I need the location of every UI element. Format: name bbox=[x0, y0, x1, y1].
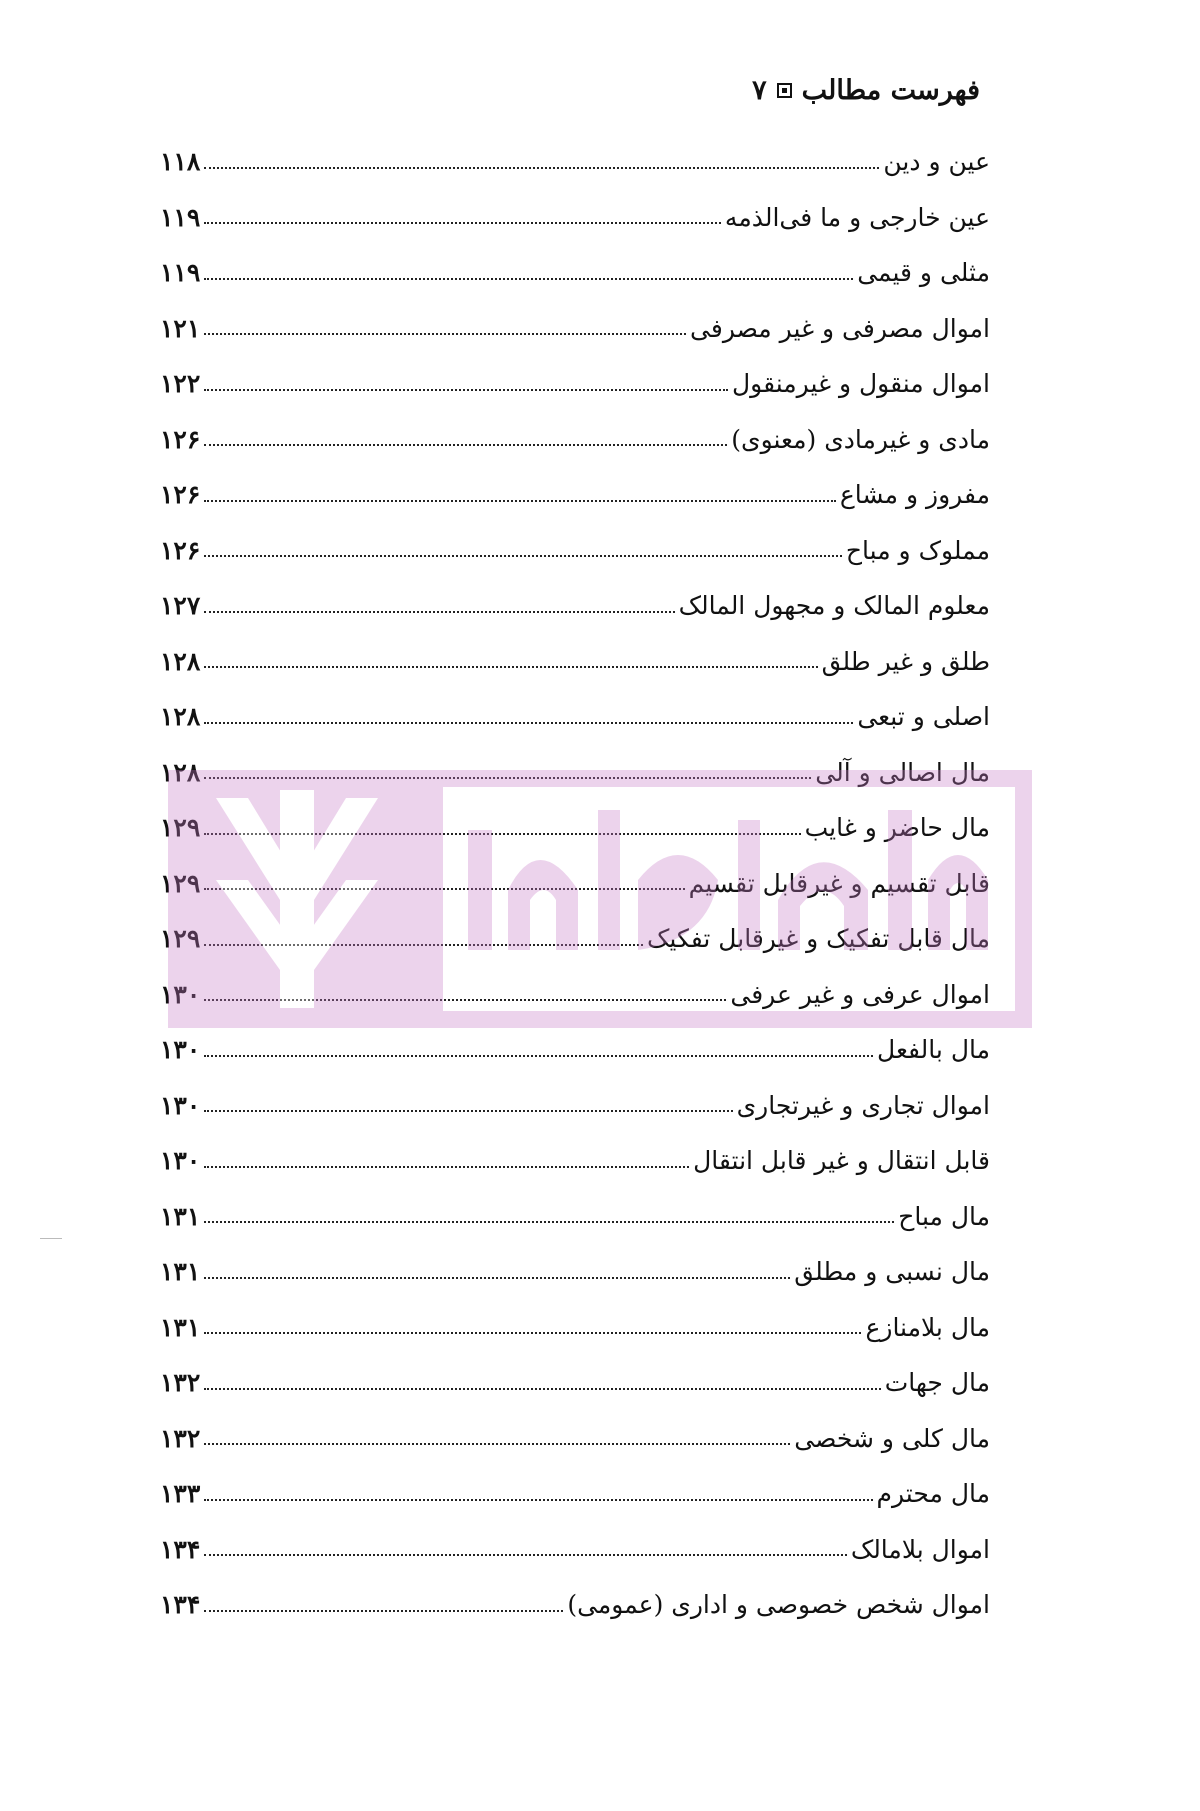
toc-entry-page: ۱۲۶ bbox=[160, 424, 201, 454]
toc-entry[interactable] bbox=[160, 1189, 990, 1245]
toc-entry[interactable] bbox=[160, 1466, 990, 1522]
dot-leader bbox=[204, 1110, 732, 1112]
toc-entry[interactable] bbox=[160, 1355, 990, 1411]
toc-entry-title: مادی و غیرمادی (معنوی) bbox=[731, 424, 990, 454]
toc-entry-title: مال بالفعل bbox=[877, 1035, 990, 1065]
dot-leader bbox=[204, 1499, 872, 1501]
toc-entry-page: ۱۳۰ bbox=[160, 1146, 201, 1176]
toc-entry-page: ۱۳۰ bbox=[160, 1035, 201, 1065]
toc-entry-title: اموال بلامالک bbox=[850, 1534, 990, 1564]
toc-entry-page: ۱۳۱ bbox=[160, 1312, 201, 1342]
dot-leader bbox=[204, 222, 721, 224]
toc-entry-page: ۱۳۰ bbox=[160, 1090, 201, 1120]
dot-leader bbox=[204, 389, 728, 391]
toc-entry-page: ۱۲۸ bbox=[160, 702, 201, 732]
toc-entry[interactable] bbox=[160, 190, 990, 246]
dot-leader bbox=[204, 1554, 847, 1556]
toc-entry-page: ۱۲۹ bbox=[160, 868, 201, 898]
toc-entry-title: مال محترم bbox=[876, 1479, 990, 1509]
toc-entry-page: ۱۲۱ bbox=[160, 313, 201, 343]
toc-entry[interactable] bbox=[160, 1577, 990, 1633]
toc-entry-title: اموال عرفی و غیر عرفی bbox=[730, 979, 990, 1009]
dot-leader bbox=[204, 888, 684, 890]
toc-entry-page: ۱۲۹ bbox=[160, 924, 201, 954]
toc-entry-page: ۱۲۹ bbox=[160, 813, 201, 843]
toc-entry-page: ۱۳۱ bbox=[160, 1201, 201, 1231]
toc-entry-title: مال حاضر و غایب bbox=[804, 813, 990, 843]
toc-entry-page: ۱۳۴ bbox=[160, 1534, 201, 1564]
dot-leader bbox=[204, 833, 800, 835]
toc-entry-title: مال کلی و شخصی bbox=[794, 1423, 990, 1453]
running-header bbox=[160, 66, 980, 114]
toc-entry[interactable] bbox=[160, 800, 990, 856]
toc-entry-title: مملوک و مباح bbox=[845, 535, 990, 565]
toc-entry[interactable] bbox=[160, 523, 990, 579]
dot-leader bbox=[204, 1055, 873, 1057]
dot-leader bbox=[204, 333, 686, 335]
toc-entry-title: قابل تقسیم و غیرقابل تقسیم bbox=[688, 868, 990, 898]
toc-entry-page: ۱۲۸ bbox=[160, 646, 201, 676]
toc-entry[interactable] bbox=[160, 967, 990, 1023]
dot-leader bbox=[204, 167, 879, 169]
toc-entry-page: ۱۳۴ bbox=[160, 1590, 201, 1620]
toc-entry[interactable] bbox=[160, 412, 990, 468]
toc-entry-page: ۱۱۸ bbox=[160, 147, 201, 177]
dot-leader bbox=[204, 666, 817, 668]
dot-leader bbox=[204, 1332, 861, 1334]
toc-entry[interactable] bbox=[160, 578, 990, 634]
toc-entry-page: ۱۱۹ bbox=[160, 202, 201, 232]
toc-entry-page: ۱۳۳ bbox=[160, 1479, 201, 1509]
toc-entry-page: ۱۲۸ bbox=[160, 757, 201, 787]
dot-leader bbox=[204, 1166, 689, 1168]
dot-leader bbox=[204, 777, 811, 779]
toc-entry-title: مال اصالی و آلی bbox=[815, 757, 990, 787]
dot-leader bbox=[204, 444, 727, 446]
dot-leader bbox=[204, 1610, 563, 1612]
toc-entry-page: ۱۲۲ bbox=[160, 369, 201, 399]
toc-entry[interactable] bbox=[160, 856, 990, 912]
toc-entry-page: ۱۲۶ bbox=[160, 535, 201, 565]
dot-leader bbox=[204, 611, 674, 613]
dot-leader bbox=[204, 722, 853, 724]
toc-entry-title: مال نسبی و مطلق bbox=[794, 1257, 990, 1287]
toc-entry-page: ۱۳۲ bbox=[160, 1423, 201, 1453]
header-page-number: ۷ bbox=[752, 74, 767, 106]
dot-leader bbox=[204, 999, 726, 1001]
dot-leader bbox=[204, 500, 836, 502]
toc-entry[interactable] bbox=[160, 467, 990, 523]
toc-entry-title: مال قابل تفکیک و غیرقابل تفکیک bbox=[647, 924, 990, 954]
toc-entry-title: مال بلامنازع bbox=[865, 1312, 990, 1342]
dot-leader bbox=[204, 1388, 880, 1390]
toc-entry-title: طلق و غیر طلق bbox=[821, 646, 990, 676]
toc-entry-title: مال جهات bbox=[884, 1368, 990, 1398]
toc-entry-title: عین و دین bbox=[883, 147, 990, 177]
toc-entry[interactable] bbox=[160, 1244, 990, 1300]
toc-entry-title: معلوم المالک و مجهول المالک bbox=[678, 591, 990, 621]
toc-entry-title: عین خارجی و ما فی‌الذمه bbox=[724, 202, 990, 232]
toc-entry[interactable] bbox=[160, 1022, 990, 1078]
toc-entry[interactable] bbox=[160, 1133, 990, 1189]
toc-entry-title: اموال منقول و غیرمنقول bbox=[731, 369, 990, 399]
toc-entry-title: اموال مصرفی و غیر مصرفی bbox=[690, 313, 990, 343]
dot-leader bbox=[204, 278, 853, 280]
dot-leader bbox=[204, 944, 643, 946]
toc-entry[interactable] bbox=[160, 1522, 990, 1578]
toc-entry[interactable] bbox=[160, 1411, 990, 1467]
toc-entry[interactable] bbox=[160, 745, 990, 801]
dot-leader bbox=[204, 1277, 790, 1279]
toc-entry-page: ۱۱۹ bbox=[160, 258, 201, 288]
toc-entry-title: قابل انتقال و غیر قابل انتقال bbox=[693, 1146, 990, 1176]
toc-entry[interactable] bbox=[160, 134, 990, 190]
toc-entry-page: ۱۳۱ bbox=[160, 1257, 201, 1287]
toc-entry-title: اموال شخص خصوصی و اداری (عمومی) bbox=[567, 1590, 990, 1620]
margin-mark bbox=[40, 1238, 62, 1239]
toc-entry[interactable] bbox=[160, 689, 990, 745]
dot-leader bbox=[204, 1443, 790, 1445]
toc-entry-title: مفروز و مشاع bbox=[839, 480, 990, 510]
table-of-contents bbox=[160, 134, 990, 1633]
toc-entry[interactable] bbox=[160, 1078, 990, 1134]
toc-entry-title: اموال تجاری و غیرتجاری bbox=[736, 1090, 990, 1120]
header-title: فهرست مطالب bbox=[801, 74, 980, 106]
toc-entry-page: ۱۲۷ bbox=[160, 591, 201, 621]
square-dot-icon bbox=[777, 83, 792, 98]
toc-entry[interactable] bbox=[160, 245, 990, 301]
toc-entry-title: اصلی و تبعی bbox=[857, 702, 990, 732]
toc-entry-title: مثلی و قیمی bbox=[857, 258, 990, 288]
toc-entry[interactable] bbox=[160, 356, 990, 412]
toc-entry-page: ۱۲۶ bbox=[160, 480, 201, 510]
toc-entry[interactable] bbox=[160, 634, 990, 690]
toc-entry[interactable] bbox=[160, 1300, 990, 1356]
toc-entry-page: ۱۳۰ bbox=[160, 979, 201, 1009]
toc-entry[interactable] bbox=[160, 301, 990, 357]
toc-entry-page: ۱۳۲ bbox=[160, 1368, 201, 1398]
toc-entry-title: مال مباح bbox=[898, 1201, 990, 1231]
dot-leader bbox=[204, 1221, 894, 1223]
toc-entry[interactable] bbox=[160, 911, 990, 967]
dot-leader bbox=[204, 555, 842, 557]
